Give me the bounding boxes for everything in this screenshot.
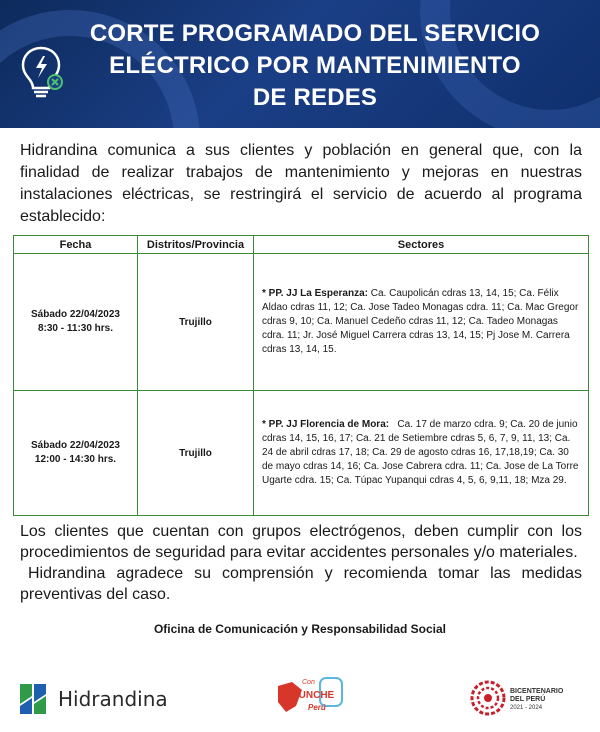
time-text: 8:30 - 11:30 hrs. bbox=[37, 323, 114, 334]
date-cell bbox=[14, 391, 138, 516]
title-line: ELÉCTRICO POR MANTENIMIENTO bbox=[109, 52, 521, 79]
column-header-fecha: Fecha bbox=[14, 236, 138, 254]
bicentenario-line: DEL PERÚ bbox=[510, 696, 546, 703]
page-title bbox=[80, 18, 550, 114]
sector-label: * PP. JJ La Esperanza: bbox=[262, 288, 368, 299]
logo-text: Con bbox=[302, 679, 315, 686]
title-line: DE REDES bbox=[252, 84, 378, 111]
date-text: Sábado 22/04/2023 bbox=[31, 309, 120, 320]
closing-section bbox=[20, 521, 582, 605]
sectors-cell bbox=[254, 254, 589, 391]
closing-paragraph: Hidrandina agradece su comprensión y recomienda tomar las medidas preventivas del caso. bbox=[20, 565, 582, 603]
bicentenario-line: 2021 - 2024 bbox=[510, 705, 543, 711]
bicentenario-emblem-icon bbox=[470, 680, 506, 716]
sectors-cell bbox=[254, 391, 589, 516]
schedule-table bbox=[13, 235, 589, 516]
lightbulb-icon bbox=[18, 44, 64, 100]
time-text: 12:00 - 14:30 hrs. bbox=[34, 454, 117, 465]
logo-text: PUNCHE bbox=[292, 690, 335, 701]
title-line: CORTE PROGRAMADO DEL SERVICIO bbox=[89, 20, 541, 47]
date-text: Sábado 22/04/2023 bbox=[31, 440, 120, 451]
district-cell: Trujillo bbox=[138, 391, 254, 516]
signature: Oficina de Comunicación y Responsabilidad Social bbox=[153, 622, 447, 636]
intro-paragraph: Hidrandina comunica a sus clientes y población en general que, con la finalidad de realizar trabajos de mantenimiento y mejoras en nuestras instalaciones eléctricas, se restringirá el servicio de acuerdo al programa establecido: bbox=[20, 142, 582, 225]
header-banner bbox=[0, 0, 600, 128]
hidrandina-logo-icon bbox=[18, 682, 48, 716]
sector-label: * PP. JJ Florencia de Mora: bbox=[262, 419, 390, 430]
column-header-sectores: Sectores bbox=[254, 236, 589, 254]
bicentenario-text bbox=[510, 688, 563, 712]
footer bbox=[0, 672, 600, 722]
con-punche-peru-logo bbox=[272, 672, 348, 720]
column-header-distritos: Distritos/Provincia bbox=[138, 236, 254, 254]
closing-paragraph: Los clientes que cuentan con grupos electrógenos, deben cumplir con los procedimientos de seguridad para evitar accidentes personales y/o materiales. bbox=[20, 523, 582, 561]
table-row bbox=[14, 391, 589, 516]
table-row bbox=[14, 254, 589, 391]
company-name: Hidrandina bbox=[58, 687, 168, 711]
sector-text: Ca. 17 de marzo cdra. 9; Ca. 20 de junio cdras 14, 15, 16, 17; Ca. 21 de Setiembre cdras 5, 6, 7, 9, 11, 13; Ca. 24 de abril cdras 17, 18; Ca. 29 de agosto cdras 16, 17,18,19; Ca. 30 de mayo cdras 14, 16; Ca. Jose Cabrera cdra. 11; Ca. Jose de La Torre Ugarte cdra. 15; Ca. Túpac Yupanqui cdras 4, 5, 6, 9,11, 18; Mza 29. bbox=[262, 419, 582, 486]
bicentenario-line: BICENTENARIO bbox=[510, 688, 564, 695]
logo-text: Perú bbox=[308, 703, 326, 712]
date-cell bbox=[14, 254, 138, 391]
table-header-row bbox=[14, 236, 589, 254]
district-cell: Trujillo bbox=[138, 254, 254, 391]
sector-text: Ca. Caupolicán cdras 13, 14, 15; Ca. Félix Aldao cdras 11, 12; Ca. Jose Tadeo Monagas cdra. 11; Ca. Mac Gregor cdras 9, 10; Ca. Manuel Cedeño cdras 11, 12; Ca. Tadeo Monagas cdra. 11; Jr. José Miguel Carrera cdras 13, 14, 15; Pj Jose M. Carrera cdras 13, 14, 15. bbox=[262, 288, 579, 355]
